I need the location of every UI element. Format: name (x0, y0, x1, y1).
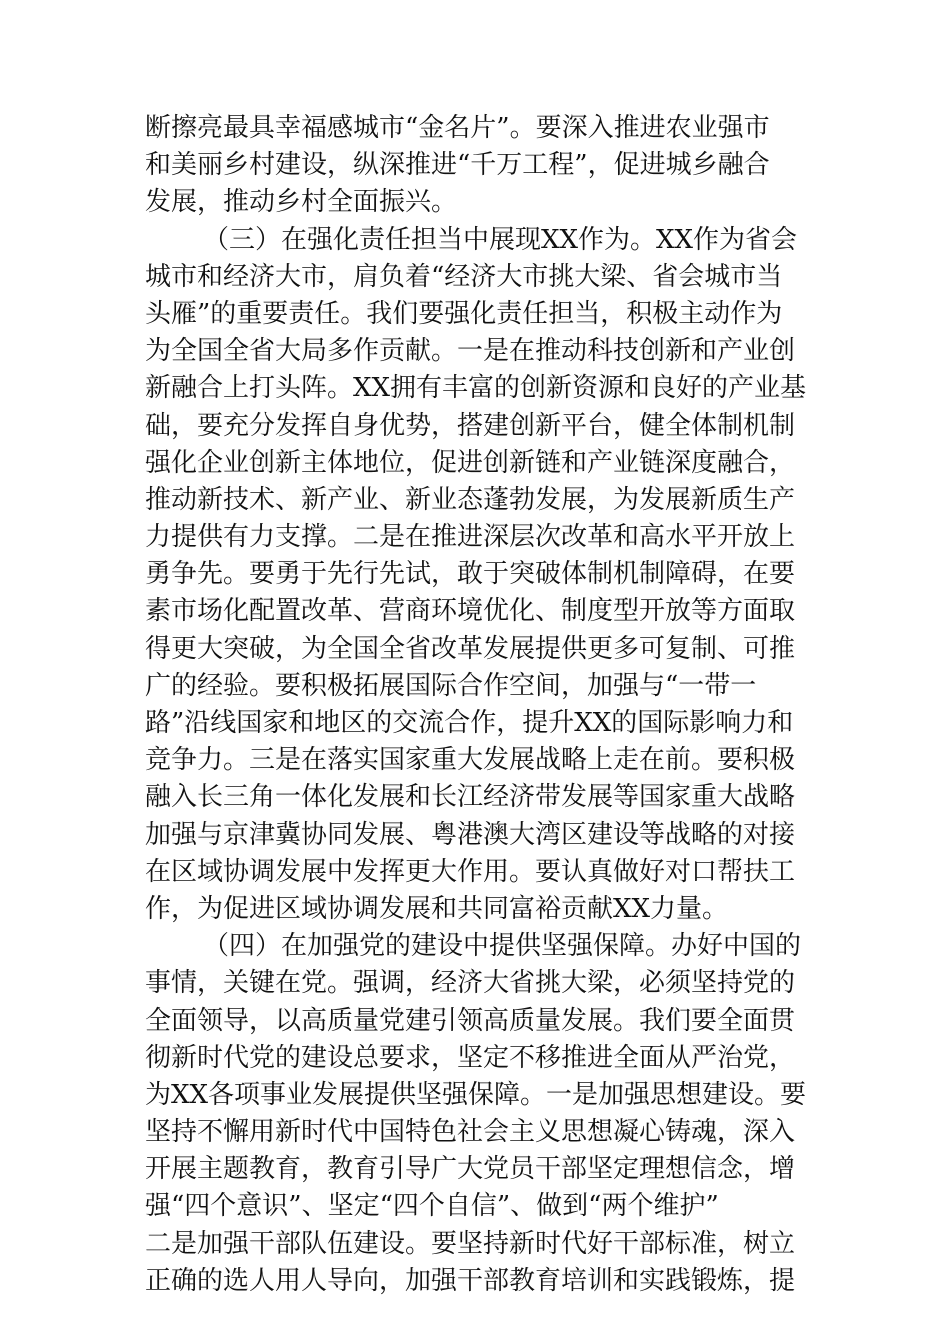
text-line: 彻新时代党的建设总要求，坚定不移推进全面从严治党， (145, 1042, 796, 1073)
text-line: 强“四个意识”、坚定“四个自信”、做到“两个维护” (145, 1191, 719, 1222)
body-text (145, 110, 815, 1300)
text-line: 全面领导，以高质量党建引领高质量发展。我们要全面贯 (145, 1005, 796, 1036)
text-line: 作，为促进区域协调发展和共同富裕贡献XX力量。 (145, 893, 729, 924)
text-line: 推动新技术、新产业、新业态蓬勃发展，为发展新质生产 (145, 484, 796, 515)
text-line: 得更大突破，为全国全省改革发展提供更多可复制、可推 (145, 633, 796, 664)
text-line: 广的经验。要积极拓展国际合作空间，加强与“一带一 (145, 670, 757, 701)
text-line: 坚持不懈用新时代中国特色社会主义思想凝心铸魂，深入 (145, 1117, 796, 1148)
text-line: 为全国全省大局多作贡献。一是在推动科技创新和产业创 (145, 336, 796, 367)
text-line: 素市场化配置改革、营商环境优化、制度型开放等方面取 (145, 596, 796, 627)
text-line: 新融合上打头阵。XX拥有丰富的创新资源和良好的产业基 (145, 373, 807, 404)
text-line: 为XX各项事业发展提供坚强保障。一是加强思想建设。要 (145, 1079, 807, 1110)
text-line: 头雁”的重要责任。我们要强化责任担当，积极主动作为 (145, 298, 783, 329)
text-line: 勇争先。要勇于先行先试，敢于突破体制机制障碍，在要 (145, 559, 796, 590)
text-line: 二是加强干部队伍建设。要坚持新时代好干部标准，树立 (145, 1228, 796, 1259)
text-line: 加强与京津冀协同发展、粤港澳大湾区建设等战略的对接 (145, 819, 796, 850)
text-line: 在区域协调发展中发挥更大作用。要认真做好对口帮扶工 (145, 856, 796, 887)
text-line: 路”沿线国家和地区的交流合作，提升XX的国际影响力和 (145, 708, 794, 738)
text-line: 发展，推动乡村全面振兴。 (145, 187, 458, 218)
text-line: 和美丽乡村建设，纵深推进“千万工程”，促进城乡融合 (145, 150, 770, 181)
text-line: 正确的选人用人导向，加强干部教育培训和实践锻炼，提 (145, 1265, 796, 1296)
text-line: 融入长三角一体化发展和长江经济带发展等国家重大战略 (145, 782, 796, 813)
text-line: 城市和经济大市，肩负着“经济大市挑大梁、省会城市当 (145, 261, 783, 292)
text-line: 竞争力。三是在落实国家重大发展战略上走在前。要积极 (145, 745, 796, 776)
text-line: 事情，关键在党。强调，经济大省挑大梁，必须坚持党的 (145, 968, 796, 999)
text-line: 断擦亮最具幸福感城市“金名片”。要深入推进农业强市 (145, 113, 770, 143)
section-heading-line: （四）在加强党的建设中提供坚强保障。办好中国的 (203, 931, 802, 962)
text-line: 力提供有力支撑。二是在推进深层次改革和高水平开放上 (145, 522, 796, 553)
text-line: 开展主题教育，教育引导广大党员干部坚定理想信念，增 (145, 1154, 796, 1185)
section-heading-line: （三）在强化责任担当中展现XX作为。XX作为省会 (203, 224, 798, 255)
text-line: 强化企业创新主体地位，促进创新链和产业链深度融合， (145, 447, 796, 478)
text-line: 础，要充分发挥自身优势，搭建创新平台，健全体制机制 (145, 410, 796, 441)
